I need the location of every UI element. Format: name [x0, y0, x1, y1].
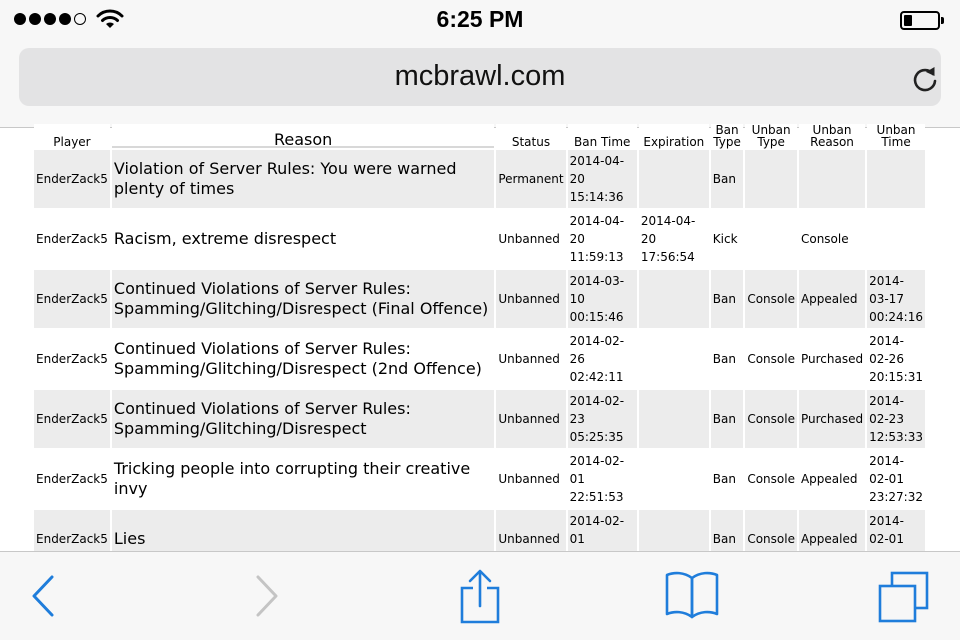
- cell-reason: Lies: [112, 510, 494, 568]
- cell-ban-time: 2014-02-01: [568, 510, 637, 568]
- cell-player: EnderZack5: [34, 510, 110, 568]
- chevron-left-icon[interactable]: [28, 569, 60, 623]
- header-expiration[interactable]: Expiration: [639, 124, 709, 148]
- cell-status: Unbanned: [496, 210, 565, 268]
- cell-ban-time: 2014-02-23 05:25:35: [568, 390, 637, 448]
- cell-reason: Continued Violations of Server Rules: Spamming/Glitching/Disrespect (Final Offence): [112, 270, 494, 328]
- battery-level: [904, 15, 912, 26]
- tabs-icon[interactable]: [876, 569, 932, 625]
- header-ban-time[interactable]: Ban Time: [568, 124, 637, 148]
- cell-player: EnderZack5: [34, 390, 110, 448]
- cell-unban-type: [745, 150, 797, 208]
- cell-status: Permanent: [496, 150, 565, 208]
- cell-unban-type: Console: [745, 510, 797, 568]
- cell-unban-reason: Purchased: [799, 390, 865, 448]
- cell-expiration: [639, 150, 709, 208]
- cell-unban-reason: Appealed: [799, 270, 865, 328]
- header-reason[interactable]: Reason: [112, 124, 494, 148]
- cell-unban-time: 2014-02-01: [867, 510, 925, 568]
- cell-unban-time: [867, 210, 925, 268]
- cell-status: Unbanned: [496, 510, 565, 568]
- cell-unban-type: Console: [745, 450, 797, 508]
- table-row: [34, 450, 925, 508]
- cell-player: EnderZack5: [34, 270, 110, 328]
- reload-icon[interactable]: [911, 64, 939, 94]
- header-status[interactable]: Status: [496, 124, 565, 148]
- browser-toolbar: [0, 551, 960, 640]
- cell-player: EnderZack5: [34, 330, 110, 388]
- cell-player: EnderZack5: [34, 210, 110, 268]
- cell-reason: Tricking people into corrupting their creative invy: [112, 450, 494, 508]
- cell-reason: Continued Violations of Server Rules: Spamming/Glitching/Disrespect (2nd Offence): [112, 330, 494, 388]
- cell-status: Unbanned: [496, 270, 565, 328]
- cell-status: Unbanned: [496, 450, 565, 508]
- cell-unban-type: Console: [745, 390, 797, 448]
- cell-unban-type: [745, 210, 797, 268]
- cell-unban-time: [867, 150, 925, 208]
- page-content[interactable]: [0, 123, 960, 551]
- cell-ban-time: 2014-02-01 22:51:53: [568, 450, 637, 508]
- header-ban-type[interactable]: Ban Type: [711, 124, 744, 148]
- header-player[interactable]: Player: [34, 124, 110, 148]
- cell-unban-reason: [799, 150, 865, 208]
- table-row: [34, 390, 925, 448]
- header-unban-type[interactable]: Unban Type: [745, 124, 797, 148]
- clock: 6:25 PM: [436, 6, 524, 32]
- address-bar[interactable]: [19, 48, 941, 106]
- table-row: [34, 150, 925, 208]
- cell-ban-type: Ban: [711, 270, 744, 328]
- cell-unban-time: 2014-02-23 12:53:33: [867, 390, 925, 448]
- cell-expiration: 2014-04-20 17:56:54: [639, 210, 709, 268]
- battery-tip: [941, 17, 944, 24]
- cell-ban-type: Ban: [711, 450, 744, 508]
- share-icon[interactable]: [456, 569, 504, 625]
- cell-unban-type: Console: [745, 330, 797, 388]
- cell-status: Unbanned: [496, 330, 565, 388]
- cell-player: EnderZack5: [34, 150, 110, 208]
- cell-unban-reason: Purchased: [799, 330, 865, 388]
- cell-ban-type: Ban: [711, 330, 744, 388]
- cell-ban-type: Kick: [711, 210, 744, 268]
- table-row: [34, 210, 925, 268]
- header-unban-time[interactable]: Unban Time: [867, 124, 925, 148]
- table-row: [34, 330, 925, 388]
- cell-expiration: [639, 390, 709, 448]
- cell-unban-time: 2014-02-01 23:27:32: [867, 450, 925, 508]
- cell-unban-reason: Appealed: [799, 450, 865, 508]
- cell-unban-reason: Appealed: [799, 510, 865, 568]
- chevron-right-icon[interactable]: [250, 569, 282, 623]
- cell-unban-reason: Console: [799, 210, 865, 268]
- cell-unban-type: Console: [745, 270, 797, 328]
- cell-ban-time: 2014-04-20 15:14:36: [568, 150, 637, 208]
- cell-status: Unbanned: [496, 390, 565, 448]
- cell-ban-time: 2014-04-20 11:59:13: [568, 210, 637, 268]
- cell-ban-time: 2014-02-26 02:42:11: [568, 330, 637, 388]
- cell-ban-type: Ban: [711, 510, 744, 568]
- cell-unban-time: 2014-03-17 00:24:16: [867, 270, 925, 328]
- cell-expiration: [639, 330, 709, 388]
- header-unban-reason[interactable]: Unban Reason: [799, 124, 865, 148]
- battery-icon: [900, 11, 940, 30]
- cell-reason: Continued Violations of Server Rules: Spamming/Glitching/Disrespect: [112, 390, 494, 448]
- browser-nav-area: [0, 40, 960, 128]
- cell-unban-time: 2014-02-26 20:15:31: [867, 330, 925, 388]
- cell-player: EnderZack5: [34, 450, 110, 508]
- url-text[interactable]: mcbrawl.com: [394, 60, 566, 92]
- cell-ban-type: Ban: [711, 150, 744, 208]
- cell-expiration: [639, 450, 709, 508]
- status-bar: [0, 0, 960, 40]
- cell-ban-time: 2014-03-10 00:15:46: [568, 270, 637, 328]
- cell-ban-type: Ban: [711, 390, 744, 448]
- cell-reason: Racism, extreme disrespect: [112, 210, 494, 268]
- cell-reason: Violation of Server Rules: You were warned plenty of times: [112, 150, 494, 208]
- table-row: [34, 270, 925, 328]
- book-icon[interactable]: [664, 569, 720, 619]
- cell-expiration: [639, 270, 709, 328]
